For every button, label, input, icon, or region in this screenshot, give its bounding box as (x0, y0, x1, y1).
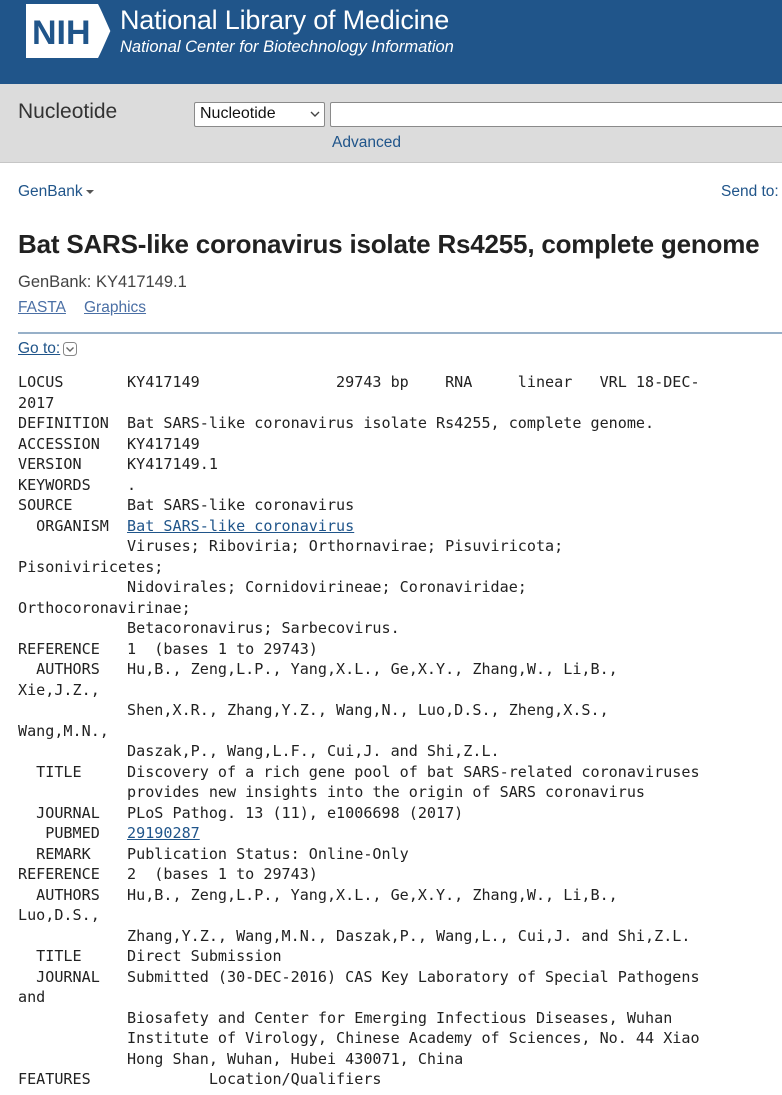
advanced-search-link[interactable]: Advanced (332, 134, 401, 151)
definition-line: DEFINITION Bat SARS-like coronavirus isolate Rs4255, complete genome. (18, 414, 655, 432)
page-title: Bat SARS-like coronavirus isolate Rs4255, complete genome (18, 229, 760, 259)
reference-1: REFERENCE 1 (bases 1 to 29743) AUTHORS Hu,B., Zeng,L.P., Yang,X.L., Ge,X.Y., Zhang,W., Li,B., Xie,J.Z., Shen,X.R., Zhang,Y.Z., Wang,N., Luo,D.S., Zheng,X.S., Wang,M.N., Daszak,P., Wang,L.F., Cui,J. and Shi,Z.L. TITLE Discovery of a rich gene pool of bat SARS-related coronaviruses provides new insights into the origin of SARS coronavirus JOURNAL PLoS Pathog. 13 (11), e1006698 (2017) (18, 639, 700, 822)
format-menu[interactable] (18, 183, 94, 201)
send-to-menu[interactable]: Send to: (721, 183, 779, 200)
caret-down-icon (86, 190, 94, 194)
organism-label: ORGANISM (18, 516, 128, 535)
pubmed-link[interactable]: 29190287 (127, 824, 200, 842)
nih-logo[interactable] (26, 4, 112, 58)
site-subtitle[interactable]: National Center for Biotechnology Information (120, 38, 454, 56)
database-name: Nucleotide (18, 100, 118, 123)
site-header (0, 0, 782, 84)
database-select[interactable] (194, 102, 325, 127)
chevron-down-icon (309, 107, 321, 121)
taxonomy-lines: Viruses; Riboviria; Orthornavirae; Pisuviricota; Pisoniviricetes; Nidovirales; Cornidovirineae; Coronaviridae; Orthocoronavirinae; Betacoronavirus; Sarbecovirus. (18, 537, 564, 637)
search-input[interactable] (330, 102, 782, 127)
features-line: FEATURES Location/Qualifiers (18, 1070, 382, 1088)
nih-logo-text: NIH (32, 14, 91, 52)
format-menu-label: GenBank (18, 183, 83, 200)
graphics-link[interactable]: Graphics (84, 299, 147, 316)
section-divider (18, 332, 782, 334)
fasta-link[interactable]: FASTA (18, 299, 66, 316)
version-line: VERSION KY417149.1 (18, 455, 218, 473)
genbank-flatfile (18, 372, 700, 1090)
database-select-value: Nucleotide (200, 105, 276, 122)
source-line: SOURCE Bat SARS-like coronavirus (18, 496, 355, 514)
reference-2: REMARK Publication Status: Online-Only REFERENCE 2 (bases 1 to 29743) AUTHORS Hu,B., Zeng,L.P., Yang,X.L., Ge,X.Y., Zhang,W., Li,B., Luo,D.S., Zhang,Y.Z., Wang,M.N., Daszak,P., Wang,L., Cui,J. and Shi,Z.L. TITLE Direct Submission JOURNAL Submitted (30-DEC-2016) CAS Key Laboratory of Special Pathogens and Biosafety and Center for Emerging Infectious Diseases, Wuhan Institute of Virology, Chinese Academy of Sciences, No. 44 Xiao Hong Shan, Wuhan, Hubei 430071, China (18, 844, 700, 1068)
chevron-down-icon[interactable] (63, 342, 77, 356)
accession-entry: ACCESSION KY417149 (18, 434, 200, 453)
site-title[interactable]: National Library of Medicine (120, 5, 450, 35)
goto-link[interactable]: Go to: (18, 340, 61, 357)
organism-link[interactable]: Bat SARS-like coronavirus (127, 516, 355, 535)
accession-line: GenBank: KY417149.1 (18, 273, 187, 291)
keywords-line: KEYWORDS . (18, 475, 137, 494)
pubmed-label: PUBMED (18, 824, 128, 842)
locus-line: LOCUS KY417149 29743 bp RNA linear VRL 18-DEC- 2017 (18, 373, 700, 412)
